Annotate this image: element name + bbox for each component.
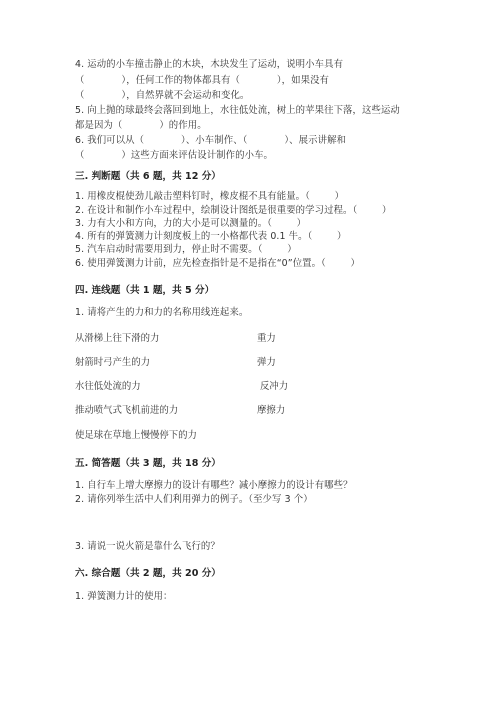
fill-q6-line2: （ ）这些方面来评估设计制作的小车。 bbox=[75, 150, 274, 161]
section6-title: 六. 综合题（共 2 题，共 20 分） bbox=[75, 568, 221, 579]
short-answer-1: 1. 自行车上增大摩擦力的设计有哪些？减小摩擦力的设计有哪些？ bbox=[75, 480, 353, 491]
fill-q4-line1: 4. 运动的小车撞击静止的木块，木块发生了运动，说明小车具有 bbox=[75, 59, 344, 70]
fill-q5-line2: 都是因为（ ）的作用。 bbox=[75, 120, 207, 131]
match-right-3: 反冲力 bbox=[257, 381, 289, 392]
short-answer-2: 2. 请你列举生活中人们利用弹力的例子。（至少写 3 个） bbox=[75, 494, 313, 505]
comprehensive-1: 1. 弹簧测力计的使用： bbox=[75, 591, 173, 602]
match-left-3: 水往低处流的力 bbox=[75, 381, 141, 392]
judge-item-5: 5. 汽车启动时需要用到力，停止时不需要。（ ） bbox=[75, 244, 297, 255]
section3-title: 三. 判断题（共 6 题，共 12 分） bbox=[75, 171, 221, 182]
match-right-1: 重力 bbox=[257, 333, 276, 344]
fill-q6-line1: 6. 我们可以从（ ）、小车制作、（ ）、展示讲解和 bbox=[75, 135, 347, 146]
fill-q4-line3: （ ），自然界就不会运动和变化。 bbox=[75, 90, 250, 101]
fill-q4-line2: （ ），任何工作的物体都具有（ ），如果没有 bbox=[75, 75, 330, 86]
judge-item-3: 3. 力有大小和方向，力的大小是可以测量的。（ ） bbox=[75, 218, 307, 229]
fill-q5-line1: 5. 向上抛的球最终会落回到地上，水往低处流，树上的苹果往下落，这些运动 bbox=[75, 105, 400, 116]
judge-item-6: 6. 使用弹簧测力计前，应先检查指针是不是指在“0”位置。（ ） bbox=[75, 258, 361, 269]
section5-title: 五. 简答题（共 3 题，共 18 分） bbox=[75, 458, 221, 469]
match-left-4: 推动喷气式飞机前进的力 bbox=[75, 405, 179, 416]
matching-prompt: 1. 请将产生的力和力的名称用线连起来。 bbox=[75, 307, 249, 318]
judge-item-4: 4. 所有的弹簧测力计刻度板上的一小格都代表 0.1 牛。（ ） bbox=[75, 231, 347, 242]
match-left-2: 射箭时弓产生的力 bbox=[75, 357, 151, 368]
short-answer-3: 3. 请说一说火箭是靠什么飞行的？ bbox=[75, 541, 220, 552]
match-left-1: 从滑梯上往下滑的力 bbox=[75, 333, 160, 344]
match-right-2: 弹力 bbox=[257, 357, 276, 368]
judge-item-1: 1. 用橡皮棍使劲儿敲击塑料钉时，橡皮棍不具有能量。（ ） bbox=[75, 191, 345, 202]
match-right-4: 摩擦力 bbox=[257, 405, 286, 416]
match-left-5: 使足球在草地上慢慢停下的力 bbox=[75, 430, 197, 441]
judge-item-2: 2. 在设计和制作小车过程中，绘制设计图纸是很重要的学习过程。（ ） bbox=[75, 205, 392, 216]
section4-title: 四. 连线题（共 1 题，共 5 分） bbox=[75, 285, 215, 296]
